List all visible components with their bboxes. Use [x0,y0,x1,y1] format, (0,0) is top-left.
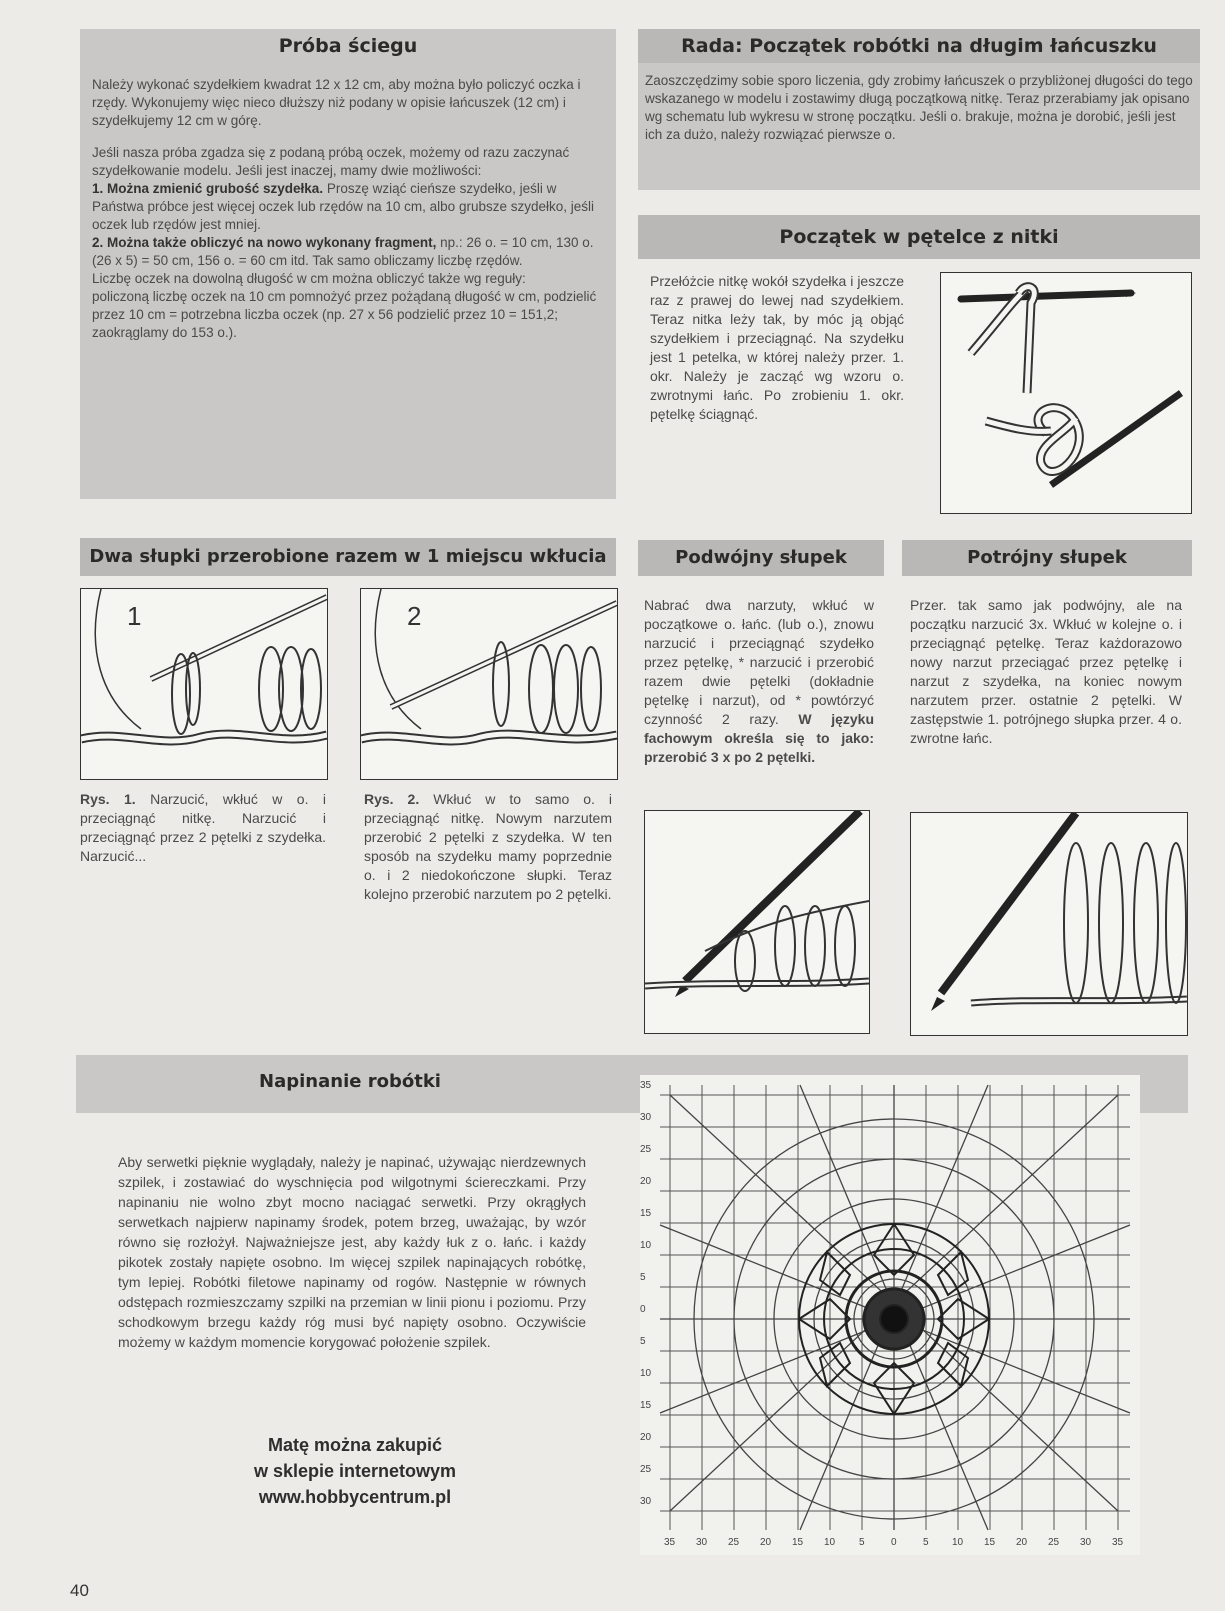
napinanie-text: Aby serwetki pięknie wyglądały, należy je napinać, używając nierdzewnych szpilek, i zostawiać do wyschnięcia pod wilgotnymi ściereczkami. Przy napinaniu nie wolno zbyt mocno naciągać serwetki. Przy okrągłych serwetkach najpierw napinamy środek, potem brzeg, uważając, by wzór równo się rozłożył. Najważniejsze jest, aby każdy łuk z o. łańc. i każdy pikotek zostały napięte osobno. Im więcej szpilek napinających robótkę, tym lepiej. Robótki filetowe napinamy od rogów. Następnie w równych odstępach rozmieszczamy szpilki na przemian w linii pionu i poziomu. Przy schodkowym brzegu każdy róg musi być napięty osobno. Oczywiście możemy w każdym momencie korygować położenie szpilek. [118,1154,586,1350]
dwa-fig1-number: 1 [127,601,142,631]
mat-y-label: 10 [640,1368,652,1379]
mat-x-label: 25 [728,1537,740,1548]
proba-p3: Liczbę oczek na dowolną długość w cm można obliczyć także wg reguły: [92,271,526,286]
petelka-illustration [941,273,1191,513]
mat-x-label: 30 [1080,1537,1092,1548]
mat-x-axis [640,1537,1140,1553]
mat-x-label: 5 [923,1537,929,1548]
mat-x-label: 20 [1016,1537,1028,1548]
mat-y-label: 30 [640,1496,652,1507]
podwojny-text [644,596,874,767]
dwa-figure-2 [360,588,618,780]
dwa-illustration-2 [361,589,617,779]
promo-line-1: Matę można zakupić [267,1435,443,1455]
petelka-figure [940,272,1192,514]
mat-x-label: 15 [984,1537,996,1548]
dwa-cap1-text: Narzucić, wkłuć w o. i przeciągnąć nitkę. Narzucić i przeciągnąć przez 2 pętelki z szydełka. Narzucić... [80,791,326,864]
mat-y-label: 30 [640,1112,652,1123]
mat-grid [640,1075,1140,1555]
proba-p2: Jeśli nasza próba zgadza się z podaną próbą oczek, możemy od razu zaczynać szydełkowanie modelu. Jeśli jest inaczej, mamy dwie możliwości: [92,145,570,178]
mat-x-label: 5 [859,1537,865,1548]
dwa-caption-2 [364,790,612,904]
mat-x-label: 25 [1048,1537,1060,1548]
potrojny-text: Przer. tak samo jak podwójny, ale na początku narzucić 3x. Wkłuć w kolejne o. i przeciągnąć pętelkę. Teraz każdorazowo nowy narzut przeciągać przez pętelkę i narzut z szydełka, na koniec nowym narzutem przer. ostatnie 2 pętelki. W zastępstwie 1. potrójnego słupka przer. 4 o. zwrotne łańc. [910,597,1182,746]
mat-x-label: 15 [792,1537,804,1548]
mat-x-label: 10 [952,1537,964,1548]
dwa-cap1-bold: Rys. 1. [80,791,136,807]
podwojny-figure [644,810,870,1034]
podwojny-illustration [645,811,869,1033]
mat-y-label: 0 [640,1304,646,1315]
proba-opt2-text: np.: 26 o. = 10 cm, 130 o. (26 x 5) = 50 cm, 156 o. = 60 cm itd. Tak samo obliczamy liczbę rzędów. [92,235,594,268]
proba-opt1 [92,180,606,234]
proba-opt1-bold: 1. Można zmienić grubość szydełka. [92,181,324,196]
potrojny-illustration [911,813,1187,1035]
proba-opt1-text: Proszę wziąć cieńsze szydełko, jeśli w Państwa próbce jest więcej oczek lub rzędów na 10 cm, albo grubsze szydełko, jeśli oczek lub rzędów jest mniej. [92,181,594,232]
promo-line-3[interactable]: www.hobbycentrum.pl [258,1487,452,1507]
dwa-cap2-text: Wkłuć w to samo o. i przeciągnąć nitkę. Nowym narzutem przerobić 2 pętelki z szydełka. W ten sposób na szydełku mamy poprzednie o. i 2 niedokończone słupki. Teraz kolejno przerobić narzutem po 2 pętelki. [364,791,612,902]
podwojny-body: Nabrać dwa narzuty, wkłuć w początkowe o. łańc. (lub o.), znowu narzucić i przeciągnąć szydełko przez pętelkę, * narzucić i przerobić razem dwie pętelki (dokładnie pętelkę i narzut), od * powtórzyć czynność 2 razy. [644,597,874,727]
dwa-title: Dwa słupki przerobione razem w 1 miejscu wkłucia [80,538,616,576]
mat-x-label: 35 [1112,1537,1124,1548]
proba-sciegu-title: Próba ściegu [278,35,418,57]
blocking-mat [640,1075,1140,1555]
proba-p1: Należy wykonać szydełkiem kwadrat 12 x 12 cm, aby można było policzyć oczka i rzędy. Wykonujemy więc nieco dłuższy niż podany w opisie łańcuszek (12 cm) i szydełkujemy 12 cm w górę. [92,77,581,128]
mat-y-label: 5 [640,1336,646,1347]
potrojny-title: Potrójny słupek [902,540,1192,576]
mat-y-label: 20 [640,1432,652,1443]
promo-block [210,1432,500,1510]
mat-y-label: 15 [640,1400,652,1411]
promo-line-2: w sklepie internetowym [253,1461,457,1481]
mat-y-label: 25 [640,1464,652,1475]
page-number: 40 [70,1581,89,1600]
mat-y-label: 5 [640,1272,646,1283]
mat-y-label: 10 [640,1240,652,1251]
mat-x-label: 35 [664,1537,676,1548]
mat-y-label: 15 [640,1208,652,1219]
potrojny-figure [910,812,1188,1036]
proba-opt2 [92,234,606,270]
rada-title: Rada: Początek robótki na długim łańcuszku [638,29,1200,63]
dwa-illustration-1 [81,589,327,779]
mat-y-axis [640,1075,662,1555]
dwa-cap2-bold: Rys. 2. [364,791,420,807]
proba-opt2-bold: 2. Można także obliczyć na nowo wykonany fragment, [92,235,437,250]
proba-sciegu-text [92,76,606,342]
mat-x-label: 20 [760,1537,772,1548]
mat-y-label: 35 [640,1080,652,1091]
mat-x-label: 10 [824,1537,836,1548]
podwojny-title: Podwójny słupek [638,540,884,576]
dwa-fig2-number: 2 [407,601,422,631]
petelka-text: Przełóżcie nitkę wokół szydełka i jeszcze raz z prawej do lewej nad szydełkiem. Teraz nitka leży tak, by móc ją objąć szydełkiem i przeciągnąć. Na szydełku jest 1 petelka, w której należy przer. 1. okr. Należy je zacząć wg wzoru o. zwrotnymi łańc. Po zrobieniu 1. okr. pętelkę ściągnąć. [650,273,904,422]
mat-y-label: 20 [640,1176,652,1187]
proba-p4: policzoną liczbę oczek na 10 cm pomnożyć przez pożądaną długość w cm, podzielić przez 10 cm = potrzebna liczba oczek (np. 27 x 56 podzielić przez 10 = 151,2; zaokrąglamy do 153 o.). [92,289,597,340]
mat-x-label: 0 [891,1537,897,1548]
mat-x-label: 30 [696,1537,708,1548]
dwa-caption-1 [80,790,326,866]
napinanie-title: Napinanie robótki [259,1071,441,1092]
mat-y-label: 25 [640,1144,652,1155]
petelka-title: Początek w pętelce z nitki [638,215,1200,259]
dwa-figure-1 [80,588,328,780]
rada-text: Zaoszczędzimy sobie sporo liczenia, gdy zrobimy łańcuszek o przybliżonej długości do tego wskazanego w modelu i zostawimy długą początkową nitkę. Teraz przerabiamy jak opisano wg schematu lub wykresu w stronę początku. Jeśli o. brakuje, można je dorobić, jeśli jest ich za dużo, należy rozwiązać pierwsze o. [645,73,1193,142]
podwojny-bold: W języku fachowym określa się to jako: przerobić 3 x po 2 pętelki. [644,711,874,765]
